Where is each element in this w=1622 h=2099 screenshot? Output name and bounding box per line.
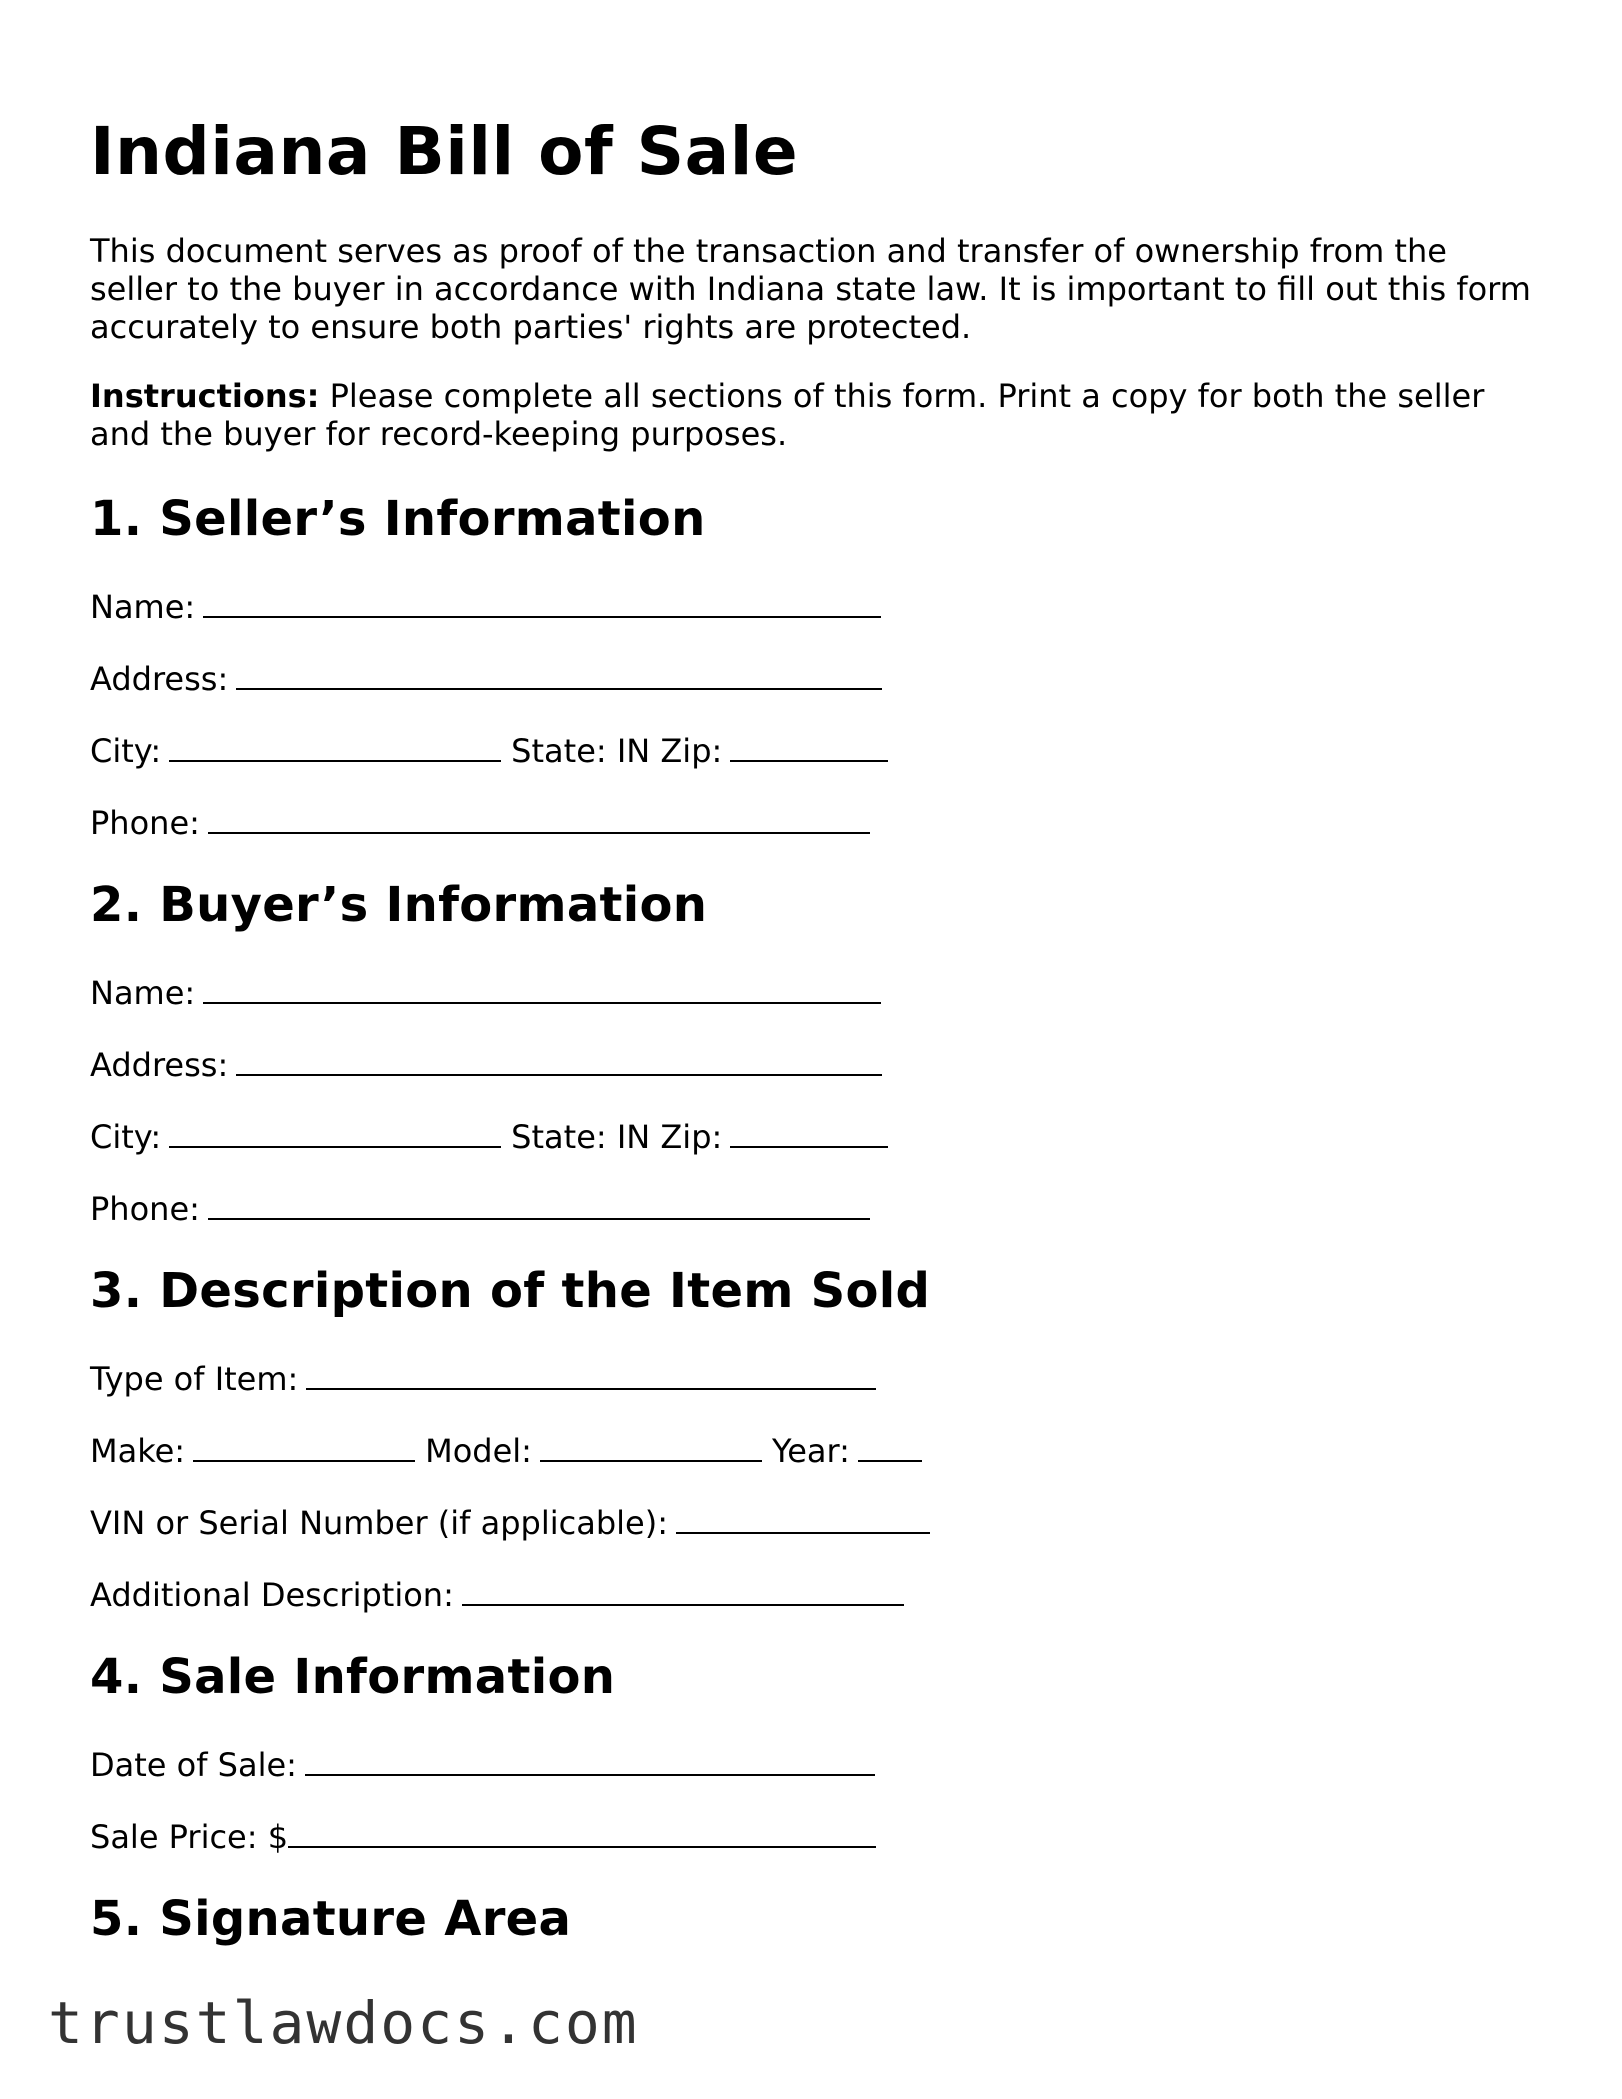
seller-phone-field[interactable] — [208, 802, 870, 834]
sale-section — [90, 1647, 1540, 1856]
buyer-zip-field[interactable] — [730, 1116, 888, 1148]
item-make-field[interactable] — [193, 1430, 415, 1462]
buyer-address-field[interactable] — [236, 1044, 882, 1076]
item-additional-label: Additional Description: — [90, 1576, 454, 1614]
buyer-city-label: City: — [90, 1118, 162, 1156]
sale-date-field[interactable] — [305, 1744, 875, 1776]
instructions-label: Instructions: — [90, 377, 320, 415]
seller-phone-label: Phone: — [90, 804, 200, 842]
seller-name-label: Name: — [90, 588, 196, 626]
seller-phone-row — [90, 802, 1540, 842]
document-body — [90, 112, 1540, 1949]
seller-address-label: Address: — [90, 660, 229, 698]
buyer-section — [90, 875, 1540, 1228]
buyer-city-field[interactable] — [169, 1116, 501, 1148]
seller-heading: 1. Seller’s Information — [90, 491, 706, 547]
sale-price-row — [90, 1816, 1540, 1856]
item-vin-label: VIN or Serial Number (if applicable): — [90, 1504, 668, 1542]
seller-zip-field[interactable] — [730, 730, 888, 762]
buyer-heading: 2. Buyer’s Information — [90, 877, 708, 933]
seller-city-row — [90, 730, 1540, 770]
item-model-label: Model: — [425, 1432, 532, 1470]
seller-city-label: City: — [90, 732, 162, 770]
item-make-label: Make: — [90, 1432, 186, 1470]
seller-city-field[interactable] — [169, 730, 501, 762]
seller-state-zip-label: State: IN Zip: — [511, 732, 723, 770]
buyer-phone-label: Phone: — [90, 1190, 200, 1228]
buyer-city-row — [90, 1116, 1540, 1156]
sale-price-field[interactable] — [288, 1816, 876, 1848]
item-vin-row — [90, 1502, 1540, 1542]
item-additional-field[interactable] — [462, 1574, 904, 1606]
item-model-field[interactable] — [540, 1430, 762, 1462]
intro-paragraph: This document serves as proof of the transaction and transfer of ownership from the seller to the buyer in accordance with Indiana state law. It is important to fill out this form accurately to ensure both parties' rights are protected. — [90, 232, 1531, 346]
watermark-text: trustlawdocs.com — [48, 1989, 639, 2057]
item-make-model-year-row — [90, 1430, 1540, 1470]
seller-section — [90, 489, 1540, 842]
instructions-paragraph — [90, 377, 1540, 453]
instructions-text: Please complete all sections of this form. Print a copy for both the seller and the buyer for record-keeping purposes. — [90, 377, 1485, 453]
sale-date-label: Date of Sale: — [90, 1746, 297, 1784]
seller-name-row — [90, 586, 1540, 626]
item-vin-field[interactable] — [676, 1502, 930, 1534]
sale-date-row — [90, 1744, 1540, 1784]
buyer-name-label: Name: — [90, 974, 196, 1012]
item-type-label: Type of Item: — [90, 1360, 299, 1398]
item-section — [90, 1261, 1540, 1614]
signature-heading: 5. Signature Area — [90, 1891, 572, 1947]
item-additional-row — [90, 1574, 1540, 1614]
buyer-phone-field[interactable] — [208, 1188, 870, 1220]
buyer-name-field[interactable] — [203, 972, 881, 1004]
buyer-phone-row — [90, 1188, 1540, 1228]
buyer-address-label: Address: — [90, 1046, 229, 1084]
sale-price-label: Sale Price: $ — [90, 1818, 289, 1856]
seller-address-row — [90, 658, 1540, 698]
item-heading: 3. Description of the Item Sold — [90, 1263, 931, 1319]
sale-heading: 4. Sale Information — [90, 1649, 616, 1705]
item-type-row — [90, 1358, 1540, 1398]
buyer-name-row — [90, 972, 1540, 1012]
seller-address-field[interactable] — [236, 658, 882, 690]
signature-section — [90, 1889, 1540, 1949]
item-year-field[interactable] — [858, 1430, 922, 1462]
seller-name-field[interactable] — [203, 586, 881, 618]
buyer-state-zip-label: State: IN Zip: — [511, 1118, 723, 1156]
item-year-label: Year: — [771, 1432, 850, 1470]
buyer-address-row — [90, 1044, 1540, 1084]
item-type-field[interactable] — [306, 1358, 876, 1390]
page-title: Indiana Bill of Sale — [90, 113, 799, 190]
